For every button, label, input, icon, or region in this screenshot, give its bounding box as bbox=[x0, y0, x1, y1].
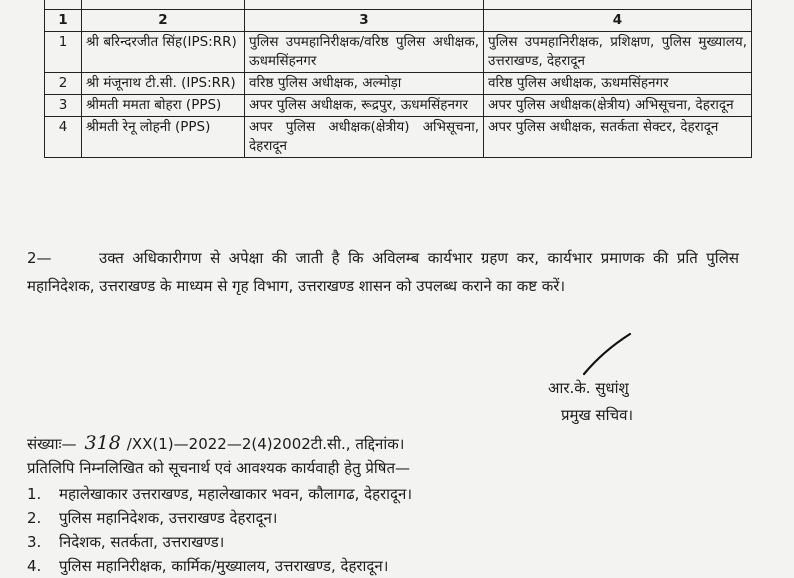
list-item bbox=[27, 506, 412, 530]
transfer-table bbox=[44, 0, 752, 158]
list-item-text: निदेशक, सतर्कता, उत्तराखण्ड। bbox=[59, 533, 225, 551]
current-post: पुलिस उपमहानिरीक्षक/वरिष्ठ पुलिस अधीक्षक, ऊधमसिंहनगर bbox=[245, 32, 484, 73]
list-item bbox=[27, 554, 412, 578]
new-post: अपर पुलिस अधीक्षक, सतर्कता सेक्टर, देहरादून bbox=[484, 117, 752, 158]
new-post: अपर पुलिस अधीक्षक(क्षेत्रीय) अभिसूचना, देहरादून bbox=[484, 95, 752, 117]
column-number-row bbox=[45, 10, 752, 32]
paragraph-number: 2— bbox=[27, 249, 52, 267]
serial-number: 3 bbox=[45, 95, 82, 117]
new-post: वरिष्ठ पुलिस अधीक्षक, ऊधमसिंहनगर bbox=[484, 73, 752, 95]
signatory-designation: प्रमुख सचिव। bbox=[561, 406, 634, 424]
list-item-number: 1. bbox=[27, 485, 42, 503]
officer-name: श्रीमती ममता बोहरा (PPS) bbox=[82, 95, 245, 117]
signatory-name: आर.के. सुधांशु bbox=[548, 379, 629, 397]
current-post: वरिष्ठ पुलिस अधीक्षक, अल्मोड़ा bbox=[245, 73, 484, 95]
list-item-text: महालेखाकार उत्तराखण्ड, महालेखाकार भवन, कौलागढ, देहरादून। bbox=[59, 485, 413, 503]
reference-suffix: /XX(1)—2022—2(4)2002टी.सी., तद्दिनांक। bbox=[126, 435, 405, 453]
reference-line bbox=[27, 433, 404, 454]
column-number: 4 bbox=[484, 10, 752, 32]
serial-number: 2 bbox=[45, 73, 82, 95]
current-post: अपर पुलिस अधीक्षक(क्षेत्रीय) अभिसूचना, देहरादून bbox=[245, 117, 484, 158]
list-item-number: 4. bbox=[27, 557, 42, 575]
reference-prefix: संख्याः— bbox=[27, 435, 77, 453]
list-item-number: 2. bbox=[27, 509, 42, 527]
new-post: पुलिस उपमहानिरीक्षक, प्रशिक्षण, पुलिस मुख्यालय, उत्तराखण्ड, देहरादून bbox=[484, 32, 752, 73]
table-row bbox=[45, 32, 752, 73]
table-row bbox=[45, 117, 752, 158]
table-row bbox=[45, 73, 752, 95]
table-row bbox=[45, 95, 752, 117]
list-item-number: 3. bbox=[27, 533, 42, 551]
signature-mark bbox=[580, 330, 640, 378]
officer-name: श्री मंजूनाथ टी.सी. (IPS:RR) bbox=[82, 73, 245, 95]
column-number: 2 bbox=[82, 10, 245, 32]
serial-number: 4 bbox=[45, 117, 82, 158]
handwritten-reference-number: 318 bbox=[84, 432, 121, 454]
instruction-paragraph bbox=[27, 244, 739, 300]
copy-to-intro: प्रतिलिपि निम्नलिखित को सूचनार्थ एवं आवश्यक कार्यवाही हेतु प्रेषित— bbox=[27, 459, 411, 477]
list-item-text: पुलिस महानिदेशक, उत्तराखण्ड देहरादून। bbox=[59, 509, 278, 527]
officer-name: श्रीमती रेनू लोहनी (PPS) bbox=[82, 117, 245, 158]
table-header-row bbox=[45, 0, 752, 10]
list-item bbox=[27, 482, 412, 506]
paragraph-text: उक्त अधिकारीगण से अपेक्षा की जाती है कि अविलम्ब कार्यभार ग्रहण कर, कार्यभार प्रमाणक की प्रति पुलिस महानिदेशक, उत्तराखण्ड के माध्यम से गृह विभाग, उत्तराखण्ड शासन को उपलब्ध कराने का कष्ट करें। bbox=[27, 249, 739, 295]
officer-name: श्री बरिन्दरजीत सिंह(IPS:RR) bbox=[82, 32, 245, 73]
serial-number: 1 bbox=[45, 32, 82, 73]
list-item bbox=[27, 530, 412, 554]
column-number: 3 bbox=[245, 10, 484, 32]
column-number: 1 bbox=[45, 10, 82, 32]
copy-to-list bbox=[27, 482, 412, 578]
current-post: अपर पुलिस अधीक्षक, रूद्रपुर, ऊधमसिंहनगर bbox=[245, 95, 484, 117]
list-item-text: पुलिस महानिरीक्षक, कार्मिक/मुख्यालय, उत्तराखण्ड, देहरादून। bbox=[59, 557, 389, 575]
